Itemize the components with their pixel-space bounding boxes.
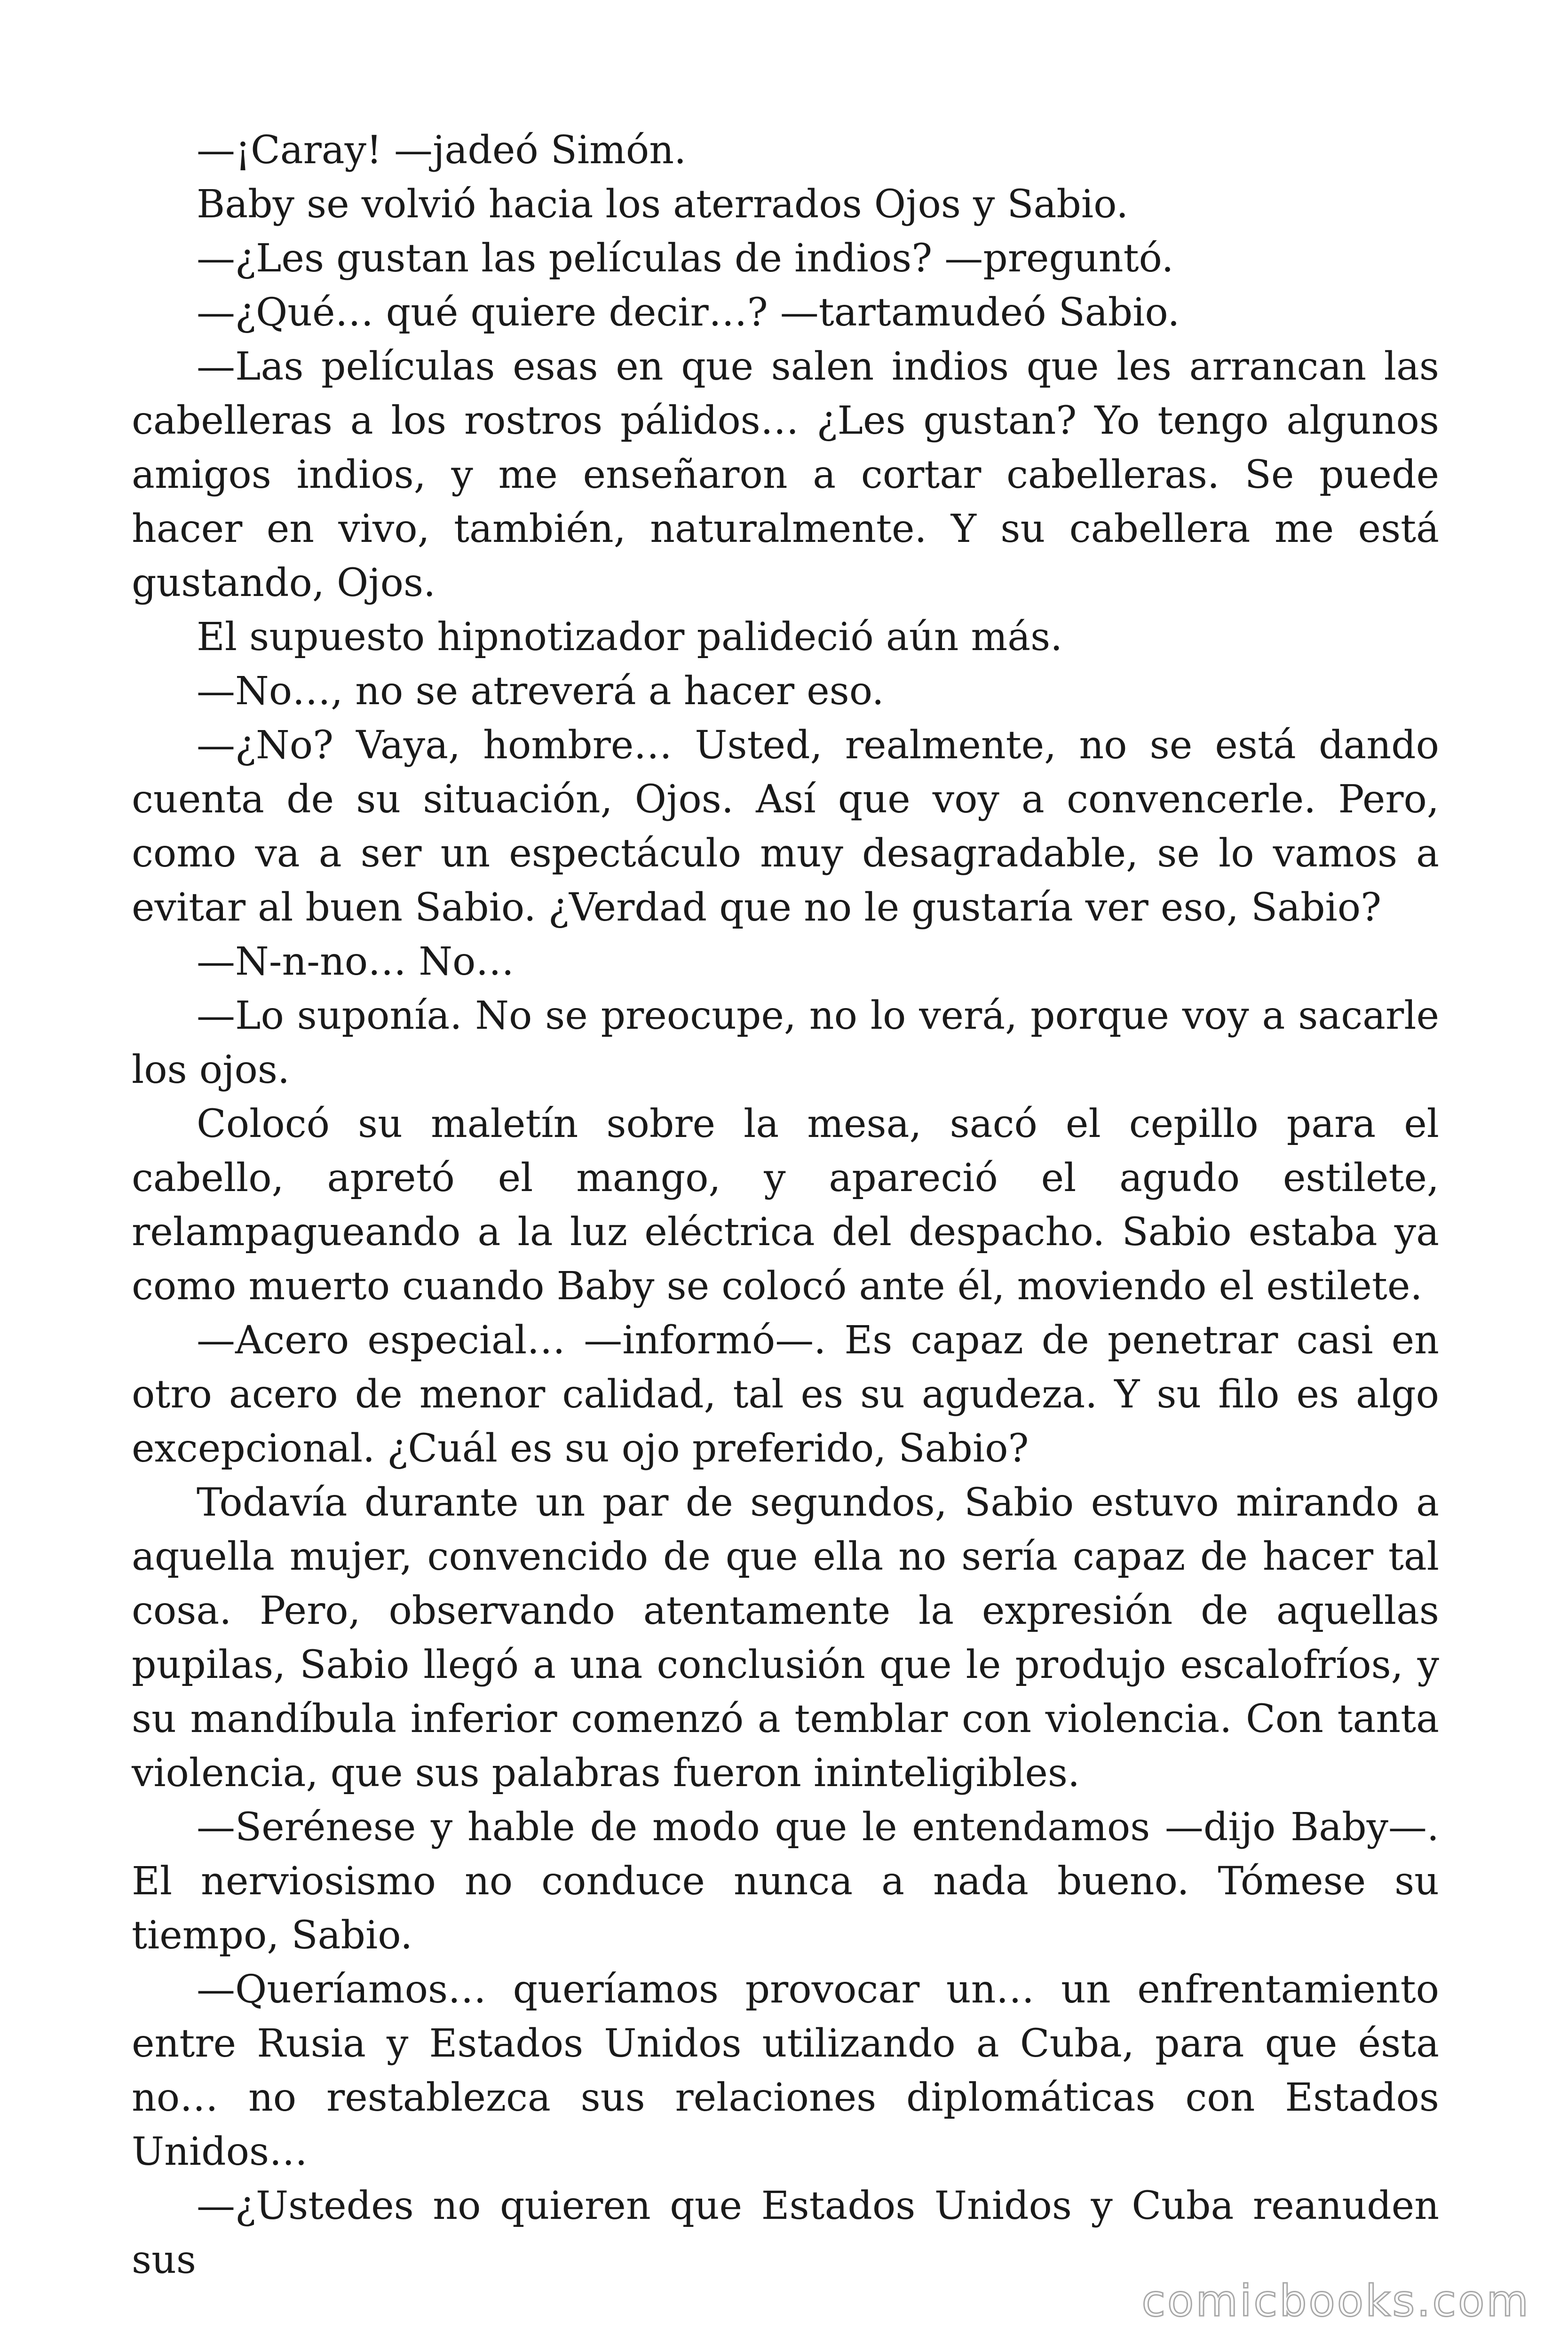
paragraph-3: —¿Les gustan las películas de indios? —preguntó.: [197, 236, 1174, 281]
paragraph-16: —¿Ustedes no quieren que Estados Unidos y Cuba reanuden sus: [132, 2184, 1439, 2282]
paragraph-10: —Lo suponía. No se preocupe, no lo verá, porque voy a sacarle los ojos.: [132, 993, 1439, 1092]
watermark: comicbooks.com: [1141, 2276, 1530, 2326]
paragraph-1: —¡Caray! —jadeó Simón.: [197, 128, 687, 173]
paragraph-2: Baby se volvió hacia los aterrados Ojos y Sabio.: [197, 182, 1129, 227]
paragraph-9: —N-n-no… No…: [197, 939, 515, 984]
paragraph-13: Todavía durante un par de segundos, Sabio estuvo mirando a aquella mujer, convencido de que ella no sería capaz de hacer tal cosa. Pero, observando atentamente la expresión de aquellas pupilas, Sabio llegó a una conclusión que le produjo escalofríos, y su mandíbula inferior comenzó a temblar con violencia. Con tanta violencia, que sus palabras fueron ininteligibles.: [132, 1480, 1439, 1796]
paragraph-6: El supuesto hipnotizador palideció aún más.: [197, 615, 1063, 660]
paragraph-14: —Serénese y hable de modo que le entendamos —dijo Baby—. El nerviosismo no conduce nunca a nada bueno. Tómese su tiempo, Sabio.: [132, 1805, 1439, 1958]
paragraph-7: —No…, no se atreverá a hacer eso.: [197, 669, 884, 714]
paragraph-5: —Las películas esas en que salen indios que les arrancan las cabelleras a los rostros pálidos… ¿Les gustan? Yo tengo algunos amigos indios, y me enseñaron a cortar cabelleras. Se puede hacer en vivo, también, naturalmente. Y su cabellera me está gustando, Ojos.: [132, 344, 1439, 605]
paragraph-8: —¿No? Vaya, hombre… Usted, realmente, no se está dando cuenta de su situación, Ojos. Así que voy a convencerle. Pero, como va a ser un espectáculo muy desagradable, se lo vamos a evitar al buen Sabio. ¿Verdad que no le gustaría ver eso, Sabio?: [132, 723, 1439, 930]
page-body: [132, 123, 1439, 2287]
paragraph-4: —¿Qué… qué quiere decir…? —tartamudeó Sabio.: [197, 290, 1180, 335]
paragraph-11: Colocó su maletín sobre la mesa, sacó el cepillo para el cabello, apretó el mango, y apareció el agudo estilete, relampagueando a la luz eléctrica del despacho. Sabio estaba ya como muerto cuando Baby se colocó ante él, moviendo el estilete.: [132, 1102, 1439, 1309]
paragraph-15: —Queríamos… queríamos provocar un… un enfrentamiento entre Rusia y Estados Unidos utilizando a Cuba, para que ésta no… no restablezca sus relaciones diplomáticas con Estados Unidos…: [132, 1967, 1439, 2174]
paragraph-12: —Acero especial… —informó—. Es capaz de penetrar casi en otro acero de menor calidad, tal es su agudeza. Y su filo es algo excepcional. ¿Cuál es su ojo preferido, Sabio?: [132, 1318, 1439, 1471]
